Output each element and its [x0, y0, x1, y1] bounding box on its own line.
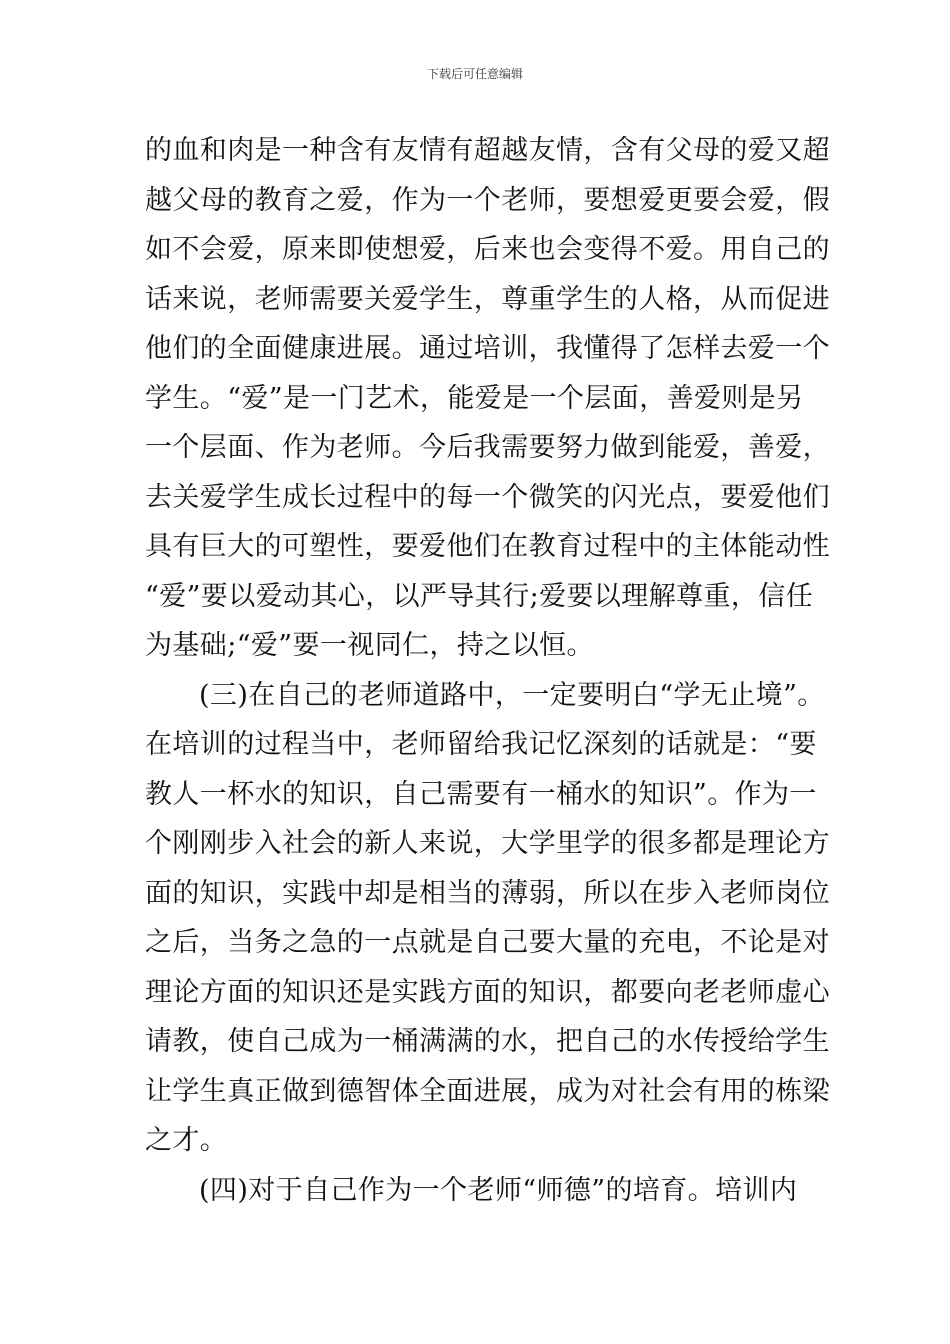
text-line: 如不会爱，原来即使想爱，后来也会变得不爱。用自己的 — [145, 234, 830, 265]
text-line: 之才。 — [145, 1125, 228, 1156]
text-line: 的血和肉是一种含有友情有超越友情，含有父母的爱又超 — [145, 135, 830, 166]
section-4-heading-line: (四)对于自己作为一个老师“师德”的培育。培训内 — [199, 1174, 798, 1206]
text-line: 话来说，老师需要关爱学生，尊重学生的人格，从而促进 — [145, 283, 830, 315]
text-line: 具有巨大的可塑性，要爱他们在教育过程中的主体能动性 — [145, 531, 830, 562]
text-line: 越父母的教育之爱，作为一个老师，要想爱更要会爱，假 — [145, 184, 830, 216]
text-line: 一个层面、作为老师。今后我需要努力做到能爱，善爱， — [145, 432, 830, 463]
text-line: 学生。“爱”是一门艺术，能爱是一个层面，善爱则是另 — [145, 382, 804, 414]
text-line: 在培训的过程当中，老师留给我记忆深刻的话就是：“要 — [145, 729, 817, 760]
text-line: 面的知识，实践中却是相当的薄弱，所以在步入老师岗位 — [145, 877, 830, 909]
text-line: 教人一杯水的知识，自己需要有一桶水的知识”。作为一 — [145, 778, 817, 810]
text-line: 去关爱学生成长过程中的每一个微笑的闪光点，要爱他们 — [145, 481, 830, 513]
text-line: 个刚刚步入社会的新人来说，大学里学的很多都是理论方 — [145, 828, 830, 859]
text-line: 之后，当务之急的一点就是自己要大量的充电，不论是对 — [145, 927, 830, 958]
document-body — [145, 126, 830, 1215]
text-line: “爱”要以爱动其心，以严导其行;爱要以理解尊重，信任 — [145, 580, 814, 612]
section-3-heading-line: (三)在自己的老师道路中，一定要明白“学无止境”。 — [199, 679, 825, 711]
text-line: 理论方面的知识还是实践方面的知识，都要向老老师虚心 — [145, 976, 830, 1008]
page-header: 下载后可任意编辑 — [426, 67, 523, 81]
text-line: 为基础;“爱”要一视同仁，持之以恒。 — [145, 630, 594, 661]
text-line: 让学生真正做到德智体全面进展，成为对社会有用的栋梁 — [145, 1075, 830, 1107]
text-line: 他们的全面健康进展。通过培训，我懂得了怎样去爱一个 — [145, 333, 830, 364]
text-line: 请教，使自己成为一桶满满的水，把自己的水传授给学生 — [145, 1026, 830, 1057]
